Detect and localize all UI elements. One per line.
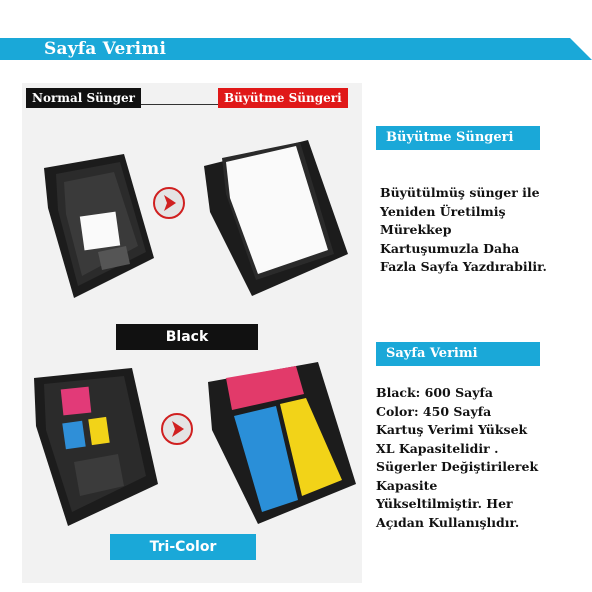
cartridge-color-normal xyxy=(28,366,162,536)
cartridge-black-normal xyxy=(34,148,164,308)
enlarged-sponge-tag: Büyütme Süngeri xyxy=(218,88,348,108)
section-text-yield: Black: 600 Sayfa Color: 450 Sayfa Kartuş Verimi Yüksek XL Kapasitelidir . Sügerler Değiştirilerek Kapasite Yükseltilmiştir. Her Açıdan Kullanışlıdır. xyxy=(376,385,539,530)
cartridge-color-enlarged xyxy=(200,358,360,530)
black-caption: Black xyxy=(116,324,258,350)
cartridge-black-enlarged xyxy=(196,136,356,306)
tricolor-caption: Tri-Color xyxy=(110,534,256,560)
section-text-sponge: Büyütülmüş sünger ile Yeniden Üretilmiş Mürekkep Kartuşumuzla Daha Fazla Sayfa Yazdırabilir. xyxy=(380,185,547,274)
section-title-sponge: Büyütme Süngeri xyxy=(376,126,540,150)
page-title: Sayfa Verimi xyxy=(44,39,167,59)
normal-sponge-tag: Normal Sünger xyxy=(26,88,141,108)
arrow-right-icon xyxy=(160,412,194,446)
section-title-yield: Sayfa Verimi xyxy=(376,342,540,366)
arrow-right-icon xyxy=(152,186,186,220)
